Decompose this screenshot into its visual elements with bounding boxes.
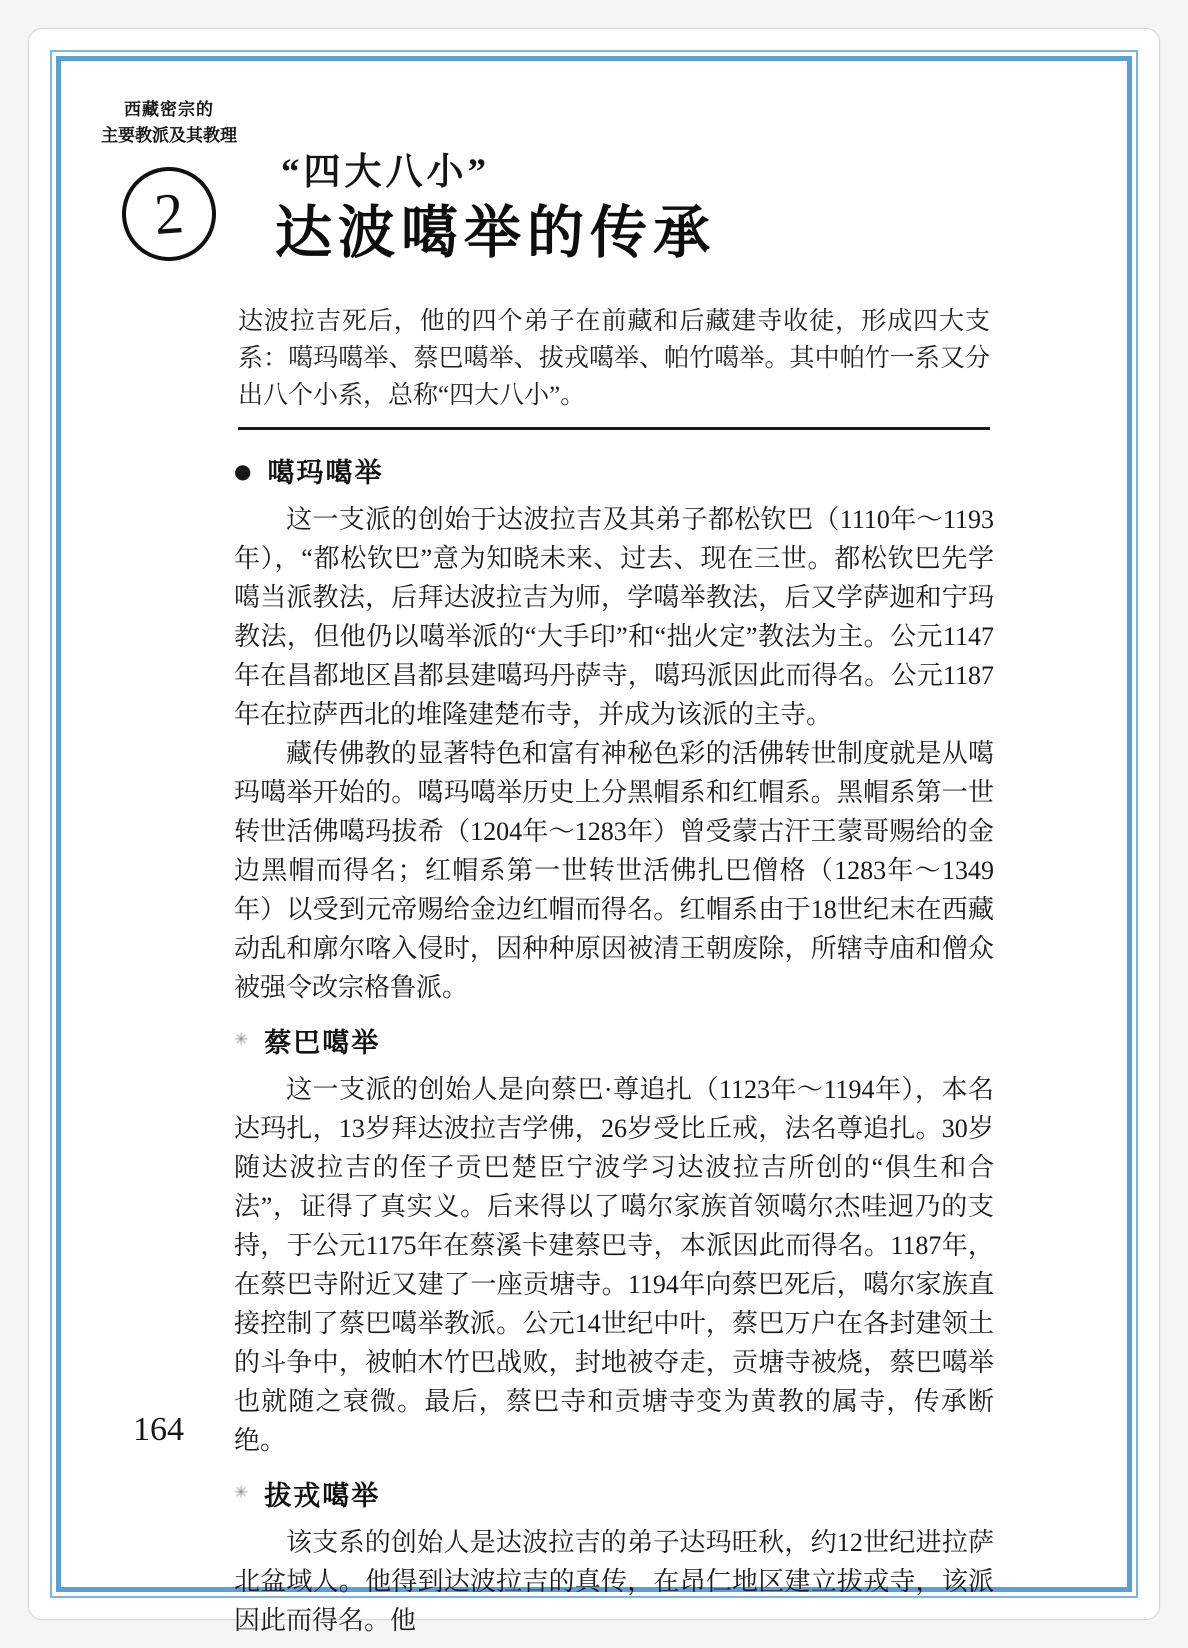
section-heading-label: 拔戎噶举 [264, 1481, 381, 1511]
section-heading-karma-kagyu [234, 451, 994, 490]
paragraph: 该支系的创始人是达波拉吉的弟子达玛旺秋，约12世纪进拉萨北盆域人。他得到达波拉吉的真传，在昂仁地区建立拔戎寺，该派因此而得名。他 [234, 1528, 994, 1635]
paragraph: 这一支派的创始人是向蔡巴·尊追扎（1123年～1194年），本名达玛扎，13岁拜达波拉吉学佛，26岁受比丘戒，法名尊追扎。30岁随达波拉吉的侄子贡巴楚臣宁波学习达波拉吉所创的“俱生和合法”，证得了真实义。后来得以了噶尔家族首领噶尔杰哇迥乃的支持，于公元1175年在蔡溪卡建蔡巴寺，本派因此而得名。1187年，在蔡巴寺附近又建了一座贡塘寺。1194年向蔡巴死后，噶尔家族直接控制了蔡巴噶举教派。公元14世纪中叶，蔡巴万户在各封建领土的斗争中，被帕木竹巴战败，封地被夺走，贡塘寺被烧，蔡巴噶举也就随之衰微。最后，蔡巴寺和贡塘寺变为黄教的属寺，传承断绝。 [234, 1075, 994, 1455]
section-heading-tsalpa-kagyu [234, 1021, 994, 1060]
section-bullet-icon: ● [234, 458, 254, 483]
main-text [234, 437, 994, 1640]
paragraph: 藏传佛教的显著特色和富有神秘色彩的活佛转世制度就是从噶玛噶举开始的。噶玛噶举历史上分黑帽系和红帽系。黑帽系第一世转世活佛噶玛拔希（1204年～1283年）曾受蒙古汗王蒙哥赐给的金边黑帽而得名；红帽系第一世转世活佛扎巴僧格（1283年～1349年）以受到元帝赐给金边红帽而得名。红帽系由于18世纪末在西藏动乱和廓尔喀入侵时，因种种原因被清王朝废除，所辖寺庙和僧众被强令改宗格鲁派。 [234, 739, 994, 1002]
chapter-number: 2 [152, 180, 186, 247]
section-heading-label: 噶玛噶举 [267, 458, 384, 488]
page-number: 164 [133, 1411, 184, 1448]
chapter-title: 达波噶举的传承 [275, 201, 716, 265]
series-title-line2: 主要教派及其教理 [101, 126, 237, 145]
chapter-subtitle: “四大八小” [281, 152, 490, 193]
intro-divider-rule [238, 427, 990, 430]
book-page [28, 28, 1160, 1635]
series-title [89, 97, 249, 149]
chapter-intro: 达波拉吉死后，他的四个弟子在前藏和后藏建寺收徒，形成四大支系：噶玛噶举、蔡巴噶举、拔戎噶举、帕竹噶举。其中帕竹一系又分出八个小系，总称“四大八小”。 [238, 308, 990, 409]
section-heading-label: 蔡巴噶举 [264, 1028, 381, 1058]
paragraph: 这一支派的创始于达波拉吉及其弟子都松钦巴（1110年～1193年），“都松钦巴”意为知晓未来、过去、现在三世。都松钦巴先学噶当派教法，后拜达波拉吉为师，学噶举教法，后又学萨迦和宁玛教法，但他仍以噶举派的“大手印”和“拙火定”教法为主。公元1147年在昌都地区昌都县建噶玛丹萨寺，噶玛派因此而得名。公元1187年在拉萨西北的堆隆建楚布寺，并成为该派的主寺。 [234, 505, 994, 729]
section-bullet-icon: ✳ [234, 1483, 251, 1503]
section-bullet-icon: ✳ [234, 1030, 251, 1050]
series-title-line1: 西藏密宗的 [124, 100, 214, 119]
section-heading-barom-kagyu [234, 1474, 994, 1513]
